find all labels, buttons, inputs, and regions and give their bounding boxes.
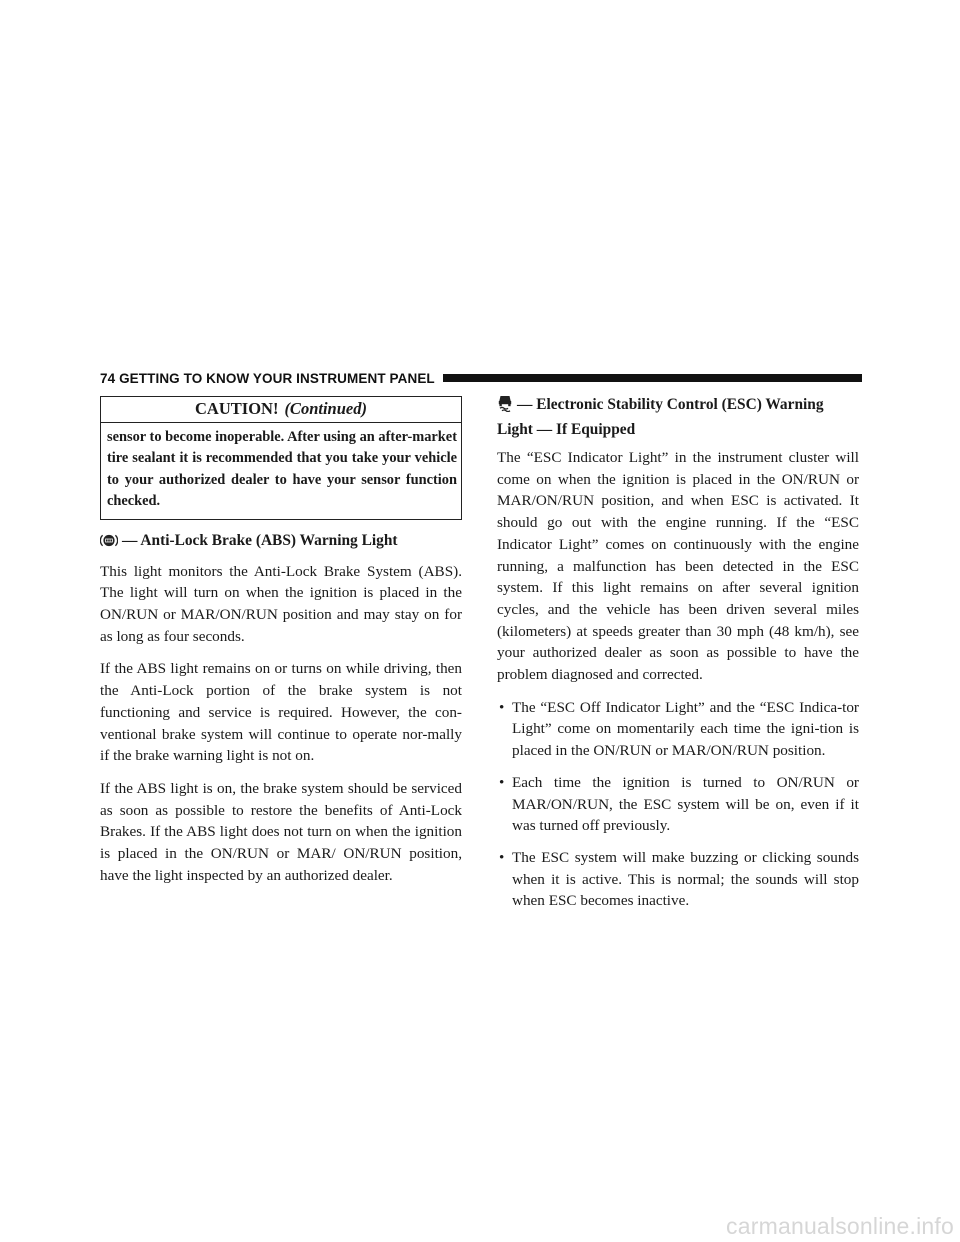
list-item <box>497 697 859 762</box>
right-column <box>497 394 859 922</box>
esc-bullet-list <box>497 697 859 912</box>
esc-warning-icon <box>497 394 513 419</box>
list-item-text: The ESC system will make buzzing or clicking sounds when it is active. This is normal; the sounds will stop when ESC becomes inactive. <box>512 848 859 910</box>
abs-heading-text: — Anti-Lock Brake (ABS) Warning Light <box>122 531 398 549</box>
esc-heading-text: — Electronic Stability Control (ESC) Warning Light — If Equipped <box>497 396 824 438</box>
caution-continued: (Continued) <box>284 399 367 418</box>
abs-heading <box>100 530 462 555</box>
bullet-dot: • <box>499 848 505 866</box>
caution-label: CAUTION! <box>195 399 279 418</box>
abs-warning-icon <box>100 533 118 555</box>
caution-body: sensor to become inoperable. After using an after-market tire sealant it is recommended that you take your vehicle to your authorized dealer to have your sensor function checked. <box>107 429 457 510</box>
esc-paragraph: The “ESC Indicator Light” in the instrument cluster will come on when the ignition is placed in the ON/RUN or MAR/ON/RUN position, and when ESC is activated. It should go out with the engine running. If the “ESC Indicator Light” comes on continuously with the engine running, a malfunction has been detected in the ESC system. If this light remains on after several ignition cycles, and the vehicle has been driven several miles (kilometers) at speeds greater than 30 mph (48 km/h), see your authorized dealer as soon as possible to have the problem diagnosed and corrected. <box>497 449 859 684</box>
bullet-dot: • <box>499 698 505 716</box>
abs-paragraph-1: This light monitors the Anti-Lock Brake System (ABS). The light will turn on when the ignition is placed in the ON/RUN or MAR/ON/RUN position and may stay on for as long as four seconds. <box>100 562 462 645</box>
abs-paragraph-2: If the ABS light remains on or turns on while driving, then the Anti-Lock portion of the brake system is not functioning and service is required. However, the con-ventional brake system will continue to operate nor-mally if the brake warning light is not on. <box>100 660 462 765</box>
page-header <box>100 368 862 388</box>
abs-paragraph-3: If the ABS light is on, the brake system should be serviced as soon as possible to restore the benefits of Anti-Lock Brakes. If the ABS light does not turn on when the ignition is placed in the ON/RUN or MAR/ ON/RUN position, have the light inspected by an authorized dealer. <box>100 779 462 884</box>
list-item <box>497 772 859 837</box>
watermark-text: carmanualsonline.info <box>726 1213 954 1239</box>
list-item-text: Each time the ignition is turned to ON/RUN or MAR/ON/RUN, the ESC system will be on, even if it was turned off previously. <box>512 773 859 835</box>
left-column <box>100 394 462 897</box>
caution-box <box>100 396 462 520</box>
list-item <box>497 847 859 912</box>
esc-heading <box>497 394 859 441</box>
page-header-text: 74 GETTING TO KNOW YOUR INSTRUMENT PANEL <box>100 370 435 386</box>
list-item-text: The “ESC Off Indicator Light” and the “ESC Indica-tor Light” come on momentarily each time the igni-tion is placed in the ON/RUN or MAR/ON/RUN position. <box>512 698 859 760</box>
caution-title <box>101 397 461 423</box>
bullet-dot: • <box>499 773 505 791</box>
header-rule <box>443 374 862 382</box>
